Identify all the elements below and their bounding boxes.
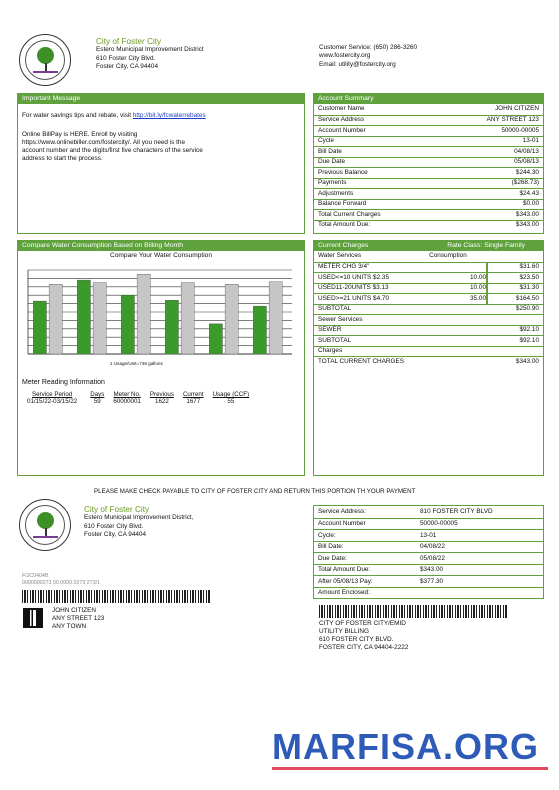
stub-row-label: Service Address: <box>318 508 366 515</box>
remit-line-3: 610 FOSTER CITY BLVD. <box>319 636 394 643</box>
meter-data-cell: 01/15/22-03/15/22 <box>27 398 78 405</box>
meter-header-row <box>24 391 255 398</box>
meter-data-row <box>24 398 255 405</box>
chart-bar <box>165 300 178 354</box>
total-amount-due-row: Total Amount Due: $343.00 <box>314 220 543 231</box>
current-charges-title: Current Charges <box>318 242 369 249</box>
account-row-value: 50000-00005 <box>501 126 539 134</box>
chart-title: Compare Your Water Consumption <box>109 252 212 259</box>
account-row <box>314 167 543 178</box>
charge-line <box>314 262 543 273</box>
stub-row-label: Due Date: <box>318 554 347 562</box>
account-row-value: $24.43 <box>519 189 539 197</box>
meter-header-cell: Meter No. <box>113 391 141 398</box>
charge-line-label: SUBTOTAL <box>318 305 352 312</box>
important-message-title: Important Message <box>18 94 304 104</box>
meter-header-cell: Service Period <box>31 391 73 398</box>
stub-row-value: 05/08/22 <box>420 554 445 562</box>
watermark-underline <box>272 767 548 770</box>
stub-code-2: 0000000273 00.0000.0273 273/1 <box>22 580 101 586</box>
customer-barcode <box>22 590 210 603</box>
account-row-label: Adjustments <box>318 189 354 197</box>
consumption-heading: Consumption <box>429 252 467 259</box>
stub-row-value: 04/08/22 <box>420 543 445 550</box>
account-row-label: Due Date <box>318 158 345 165</box>
chart-bar <box>137 274 150 354</box>
billpay-line-2: https://www.onlinebiller.com/fostercity/. All you need is the <box>22 139 186 146</box>
charge-line-amount: $31.30 <box>519 284 539 291</box>
meter-header-cell: Current <box>182 391 204 398</box>
remit-line-1: CITY OF FOSTER CITY/EMID <box>319 620 406 627</box>
chart-bar <box>209 324 222 354</box>
stub-row-label: Cycle: <box>318 531 336 539</box>
email-link[interactable]: Email: utility@fostercity.org <box>319 60 396 68</box>
total-current-charges-value: $343.00 <box>515 357 539 365</box>
total-amount-due-value: $343.00 <box>515 221 539 228</box>
meter-data-cell: 59 <box>93 398 101 405</box>
meter-header-cell: Days <box>90 391 105 398</box>
meter-data-cell: 1622 <box>155 398 169 405</box>
account-row-value: ($268.73) <box>511 179 539 186</box>
account-row-label: Payments <box>318 179 347 186</box>
account-row-value: ANY STREET 123 <box>486 116 539 123</box>
tree-icon <box>37 512 54 529</box>
sewer-line-amount: $92.10 <box>519 336 539 344</box>
water-services-heading: Water Services <box>318 252 362 259</box>
account-row-label: Customer Name <box>318 105 365 112</box>
stub-customer-name: JOHN CITIZEN <box>52 607 97 614</box>
stub-row <box>314 587 543 599</box>
account-row-label: Service Address <box>318 116 365 123</box>
qr-code-icon <box>23 608 43 628</box>
sewer-line <box>314 335 543 346</box>
charge-line-consumption: 10.00 <box>470 284 486 291</box>
stub-summary-panel <box>313 505 544 599</box>
meter-header-cell: Previous <box>149 391 174 398</box>
stub-row-label: Account Number <box>318 520 366 527</box>
current-charges-panel <box>313 240 544 476</box>
stub-org-address-1: 610 Foster City Blvd. <box>84 522 144 530</box>
account-row <box>314 209 543 220</box>
sewer-line-amount: $92.10 <box>519 326 539 333</box>
org-address-1: 610 Foster City Blvd. <box>96 54 156 62</box>
account-row-label: Previous Balance <box>318 168 368 176</box>
account-row-label: Cycle <box>318 137 334 144</box>
remit-line-4: FOSTER CITY, CA 94404-2222 <box>319 644 409 651</box>
account-row <box>314 157 543 168</box>
charge-line <box>314 283 543 294</box>
account-row <box>314 188 543 199</box>
account-row-value: $0.00 <box>523 200 539 207</box>
sewer-line-label: SEWER <box>318 326 342 333</box>
billpay-line-3: account number and the digits/first five characters of the service <box>22 147 203 154</box>
charges-heading: Charges <box>314 346 543 357</box>
chart-bar <box>33 301 46 354</box>
watermark-logo: MARFISA.ORG <box>272 726 539 767</box>
chart-bar <box>269 282 282 354</box>
charge-line-label: USED11-20UNITS $3.13 <box>318 284 389 291</box>
payment-instruction: PLEASE MAKE CHECK PAYABLE TO CITY OF FOSTER CITY AND RETURN THIS PORTION TH YOUR PAYMENT <box>94 488 416 495</box>
consumption-panel <box>17 240 305 476</box>
meter-header-cell: Usage (CCF) <box>212 391 250 398</box>
org-address-2: Foster City, CA 94404 <box>96 62 159 70</box>
stub-row <box>314 575 543 587</box>
stub-row-label: Total Amount Due: <box>318 566 371 573</box>
charge-line-label: USED<=10 UNITS $2.35 <box>318 273 390 281</box>
chart-bar <box>93 283 106 354</box>
charge-line-label: USED>=21 UNITS $4.70 <box>318 294 390 302</box>
org-district: Estero Municipal Improvement District <box>96 46 204 54</box>
rebate-text: For water savings tips and rebate, visit <box>22 112 133 119</box>
stub-customer-street: ANY STREET 123 <box>52 615 105 622</box>
sewer-services-heading: Sewer Services <box>314 314 543 325</box>
stub-row <box>314 564 543 576</box>
stub-row-value: $377.30 <box>420 577 444 585</box>
account-row-label: Account Number <box>318 126 366 134</box>
stub-row-value: $343.00 <box>420 566 444 573</box>
charge-line <box>314 293 543 304</box>
chart-footnote: 1 Usage/Unit=748 gallons <box>110 361 163 366</box>
account-row-value: $244.30 <box>515 168 539 176</box>
charge-line-amount: $164.50 <box>515 294 539 302</box>
org-name: City of Foster City <box>96 37 162 46</box>
account-row <box>314 146 543 157</box>
sewer-line-label: SUBTOTAL <box>318 336 352 344</box>
meter-data-cell: 60000001 <box>113 398 141 405</box>
consumption-chart <box>24 266 296 362</box>
website-link[interactable]: www.fostercity.org <box>319 52 371 60</box>
stub-row-value: 810 FOSTER CITY BLVD <box>420 508 493 515</box>
chart-bar <box>181 283 194 354</box>
charge-line <box>314 272 543 283</box>
account-row-value: 13-01 <box>522 137 539 144</box>
account-row-value: 04/08/13 <box>514 147 539 155</box>
account-row <box>314 136 543 147</box>
account-row-value: $343.00 <box>515 210 539 218</box>
rate-class: Rate Class: Single Family <box>447 242 525 249</box>
stub-row-value: 50000-00005 <box>420 520 458 527</box>
stub-customer-town: ANY TOWN <box>52 623 87 630</box>
charge-line-amount: $31.60 <box>519 263 539 270</box>
billpay-line-4: address to start the process. <box>22 155 103 162</box>
stub-row-label: After 05/08/13 Pay: <box>318 577 373 585</box>
customer-service-phone: Customer Service: (650) 286-3260 <box>319 44 418 51</box>
consumption-title: Compare Water Consumption Based on Billing Month <box>18 241 304 251</box>
stub-row <box>314 552 543 564</box>
meter-data-cell: 1677 <box>186 398 201 405</box>
account-row-label: Bill Date <box>318 147 342 155</box>
stub-row <box>314 541 543 553</box>
account-row-value: 05/08/13 <box>514 158 539 165</box>
account-summary-panel <box>313 93 544 234</box>
city-seal-logo <box>19 34 71 86</box>
charge-line-amount: $250.90 <box>515 305 539 312</box>
stub-org-address-2: Foster City, CA 94404 <box>84 531 147 539</box>
remit-line-2: UTILITY BILLING <box>319 628 369 635</box>
chart-bar <box>121 295 134 354</box>
meter-reading-table <box>24 391 255 405</box>
stub-row-label: Amount Enclosed: <box>318 589 370 596</box>
charge-line-label: METER CHG 3/4" <box>318 263 370 270</box>
total-current-charges-row: TOTAL CURRENT CHARGES $343.00 <box>314 356 543 367</box>
meter-data-cell: 55 <box>227 398 235 405</box>
chart-bar <box>49 284 62 354</box>
charge-line-amount: $23.50 <box>519 273 539 281</box>
account-row <box>314 199 543 210</box>
account-row <box>314 178 543 189</box>
stub-org-name: City of Foster City <box>84 505 150 514</box>
account-row-label: Total Current Charges <box>318 210 381 218</box>
stub-org-district: Estero Municipal Improvement District, <box>84 514 194 522</box>
chart-bar <box>77 280 90 354</box>
remit-barcode <box>319 605 507 618</box>
charge-line <box>314 304 543 315</box>
meter-reading-title: Meter Reading Information <box>22 379 105 386</box>
tree-icon <box>37 47 54 64</box>
account-row <box>314 125 543 136</box>
important-message-panel <box>17 93 305 234</box>
stub-code-1: FOC0404B <box>22 573 49 579</box>
account-row-label: Balance Forward <box>318 200 367 207</box>
city-seal-logo-stub <box>19 499 71 551</box>
charge-line-consumption: 35.00 <box>470 294 486 302</box>
account-summary-title: Account Summary <box>314 94 543 104</box>
rebate-link[interactable]: http://bit.ly/fcwaterrebates <box>132 112 206 119</box>
account-row-value: JOHN CITIZEN <box>494 105 539 112</box>
stub-row-label: Bill Date: <box>318 543 344 550</box>
billpay-line-1: Online BillPay is HERE. Enroll by visiting <box>22 131 138 138</box>
stub-row <box>314 506 543 518</box>
stub-row-value: 13-01 <box>420 531 437 539</box>
chart-bar <box>253 306 266 354</box>
sewer-line <box>314 325 543 336</box>
stub-row <box>314 518 543 530</box>
stub-row <box>314 529 543 541</box>
account-row <box>314 115 543 126</box>
charge-line-consumption: 10.00 <box>470 273 486 281</box>
chart-bar <box>225 284 238 354</box>
account-row <box>314 104 543 115</box>
